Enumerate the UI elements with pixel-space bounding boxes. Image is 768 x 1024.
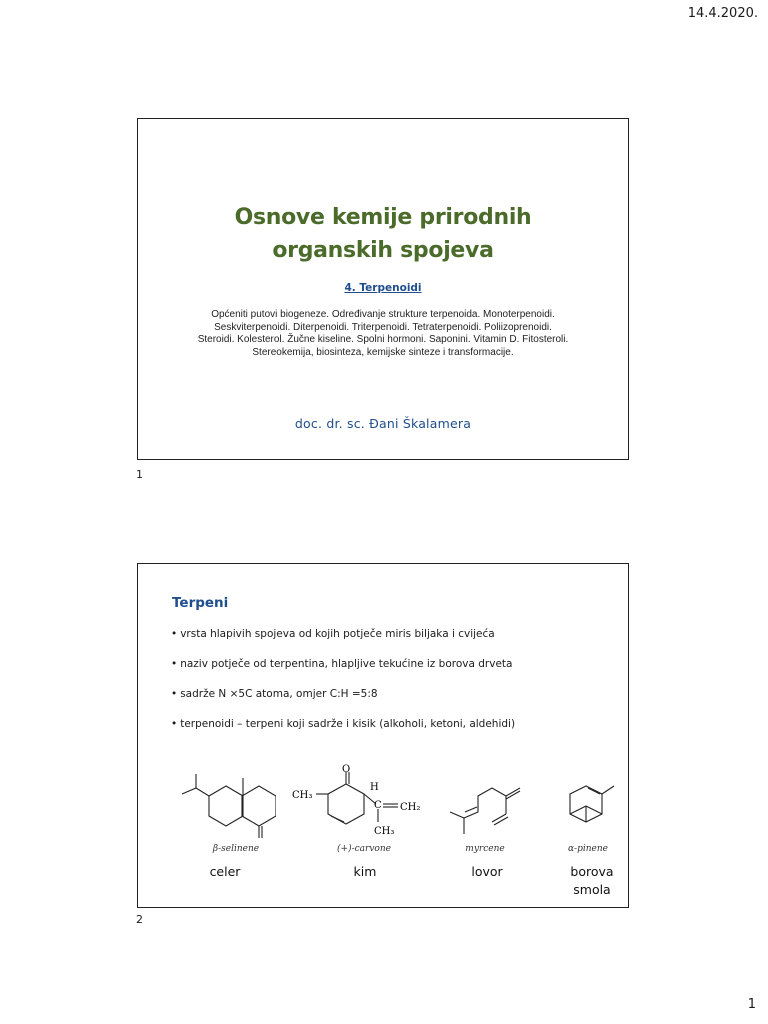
plant-label: borova smola [570, 864, 614, 897]
bullet-list [171, 627, 515, 747]
molecule-structures [138, 764, 630, 864]
plant-label: kim [353, 864, 377, 879]
topics-line-2: Seskviterpenoidi. Diterpenoidi. Triterpenoidi. Tetraterpenoidi. Poliizoprenoidi. [214, 321, 552, 333]
svg-text:CH₃: CH₃ [292, 790, 313, 801]
beta-selinene-structure [176, 772, 276, 840]
molecule-name: β-selinene [212, 844, 260, 854]
topics-line-1: Općeniti putovi biogeneze. Određivanje strukture terpenoida. Monoterpenoidi. [211, 309, 555, 320]
title-line-1: Osnove kemije prirodnih [234, 205, 532, 230]
bullet-item: • sadrže N ×5C atoma, omjer C:H =5:8 [171, 688, 378, 700]
slide-2 [137, 563, 629, 908]
slide-number-1: 1 [136, 468, 143, 481]
subtitle-link[interactable]: 4. Terpenoidi [344, 282, 422, 294]
slide-title [138, 201, 628, 267]
slide-1 [137, 118, 629, 460]
topics-line-3: Steroidi. Kolesterol. Žučne kiseline. Spolni hormoni. Saponini. Vitamin D. Fitosteroli. [197, 334, 569, 345]
title-line-2: organskih spojeva [272, 238, 494, 263]
bullet-item: • vrsta hlapivih spojeva od kojih potječe miris biljaka i cvijeća [171, 628, 495, 640]
alpha-pinene-structure [560, 772, 620, 838]
slide-number-2: 2 [136, 913, 143, 926]
page-date: 14.4.2020. [687, 6, 758, 21]
svg-text:H: H [370, 782, 379, 793]
svg-text:CH₂: CH₂ [400, 802, 421, 813]
author: doc. dr. sc. Đani Škalamera [294, 416, 472, 431]
svg-text:O: O [342, 764, 351, 775]
plant-label: lovor [471, 864, 503, 879]
molecule-name: (+)-carvone [337, 844, 391, 854]
svg-text:C: C [374, 800, 382, 811]
topics-line-4: Stereokemija, biosinteza, kemijske sinteze i transformacije. [252, 346, 514, 358]
svg-text:CH₃: CH₃ [374, 826, 395, 837]
molecule-name: α-pinene [567, 844, 608, 854]
slide-heading: Terpeni [172, 595, 229, 611]
plant-label: celer [209, 864, 241, 879]
topics-list [158, 309, 608, 359]
myrcene-structure [444, 772, 534, 842]
molecule-name: myrcene [465, 844, 505, 854]
bullet-item: • terpenoidi – terpeni koji sadrže i kisik (alkoholi, ketoni, aldehidi) [171, 718, 516, 730]
page-number: 1 [747, 997, 756, 1012]
bullet-item: • naziv potječe od terpentina, hlapljive tekućine iz borova drveta [171, 658, 513, 670]
carvone-structure [288, 764, 438, 844]
